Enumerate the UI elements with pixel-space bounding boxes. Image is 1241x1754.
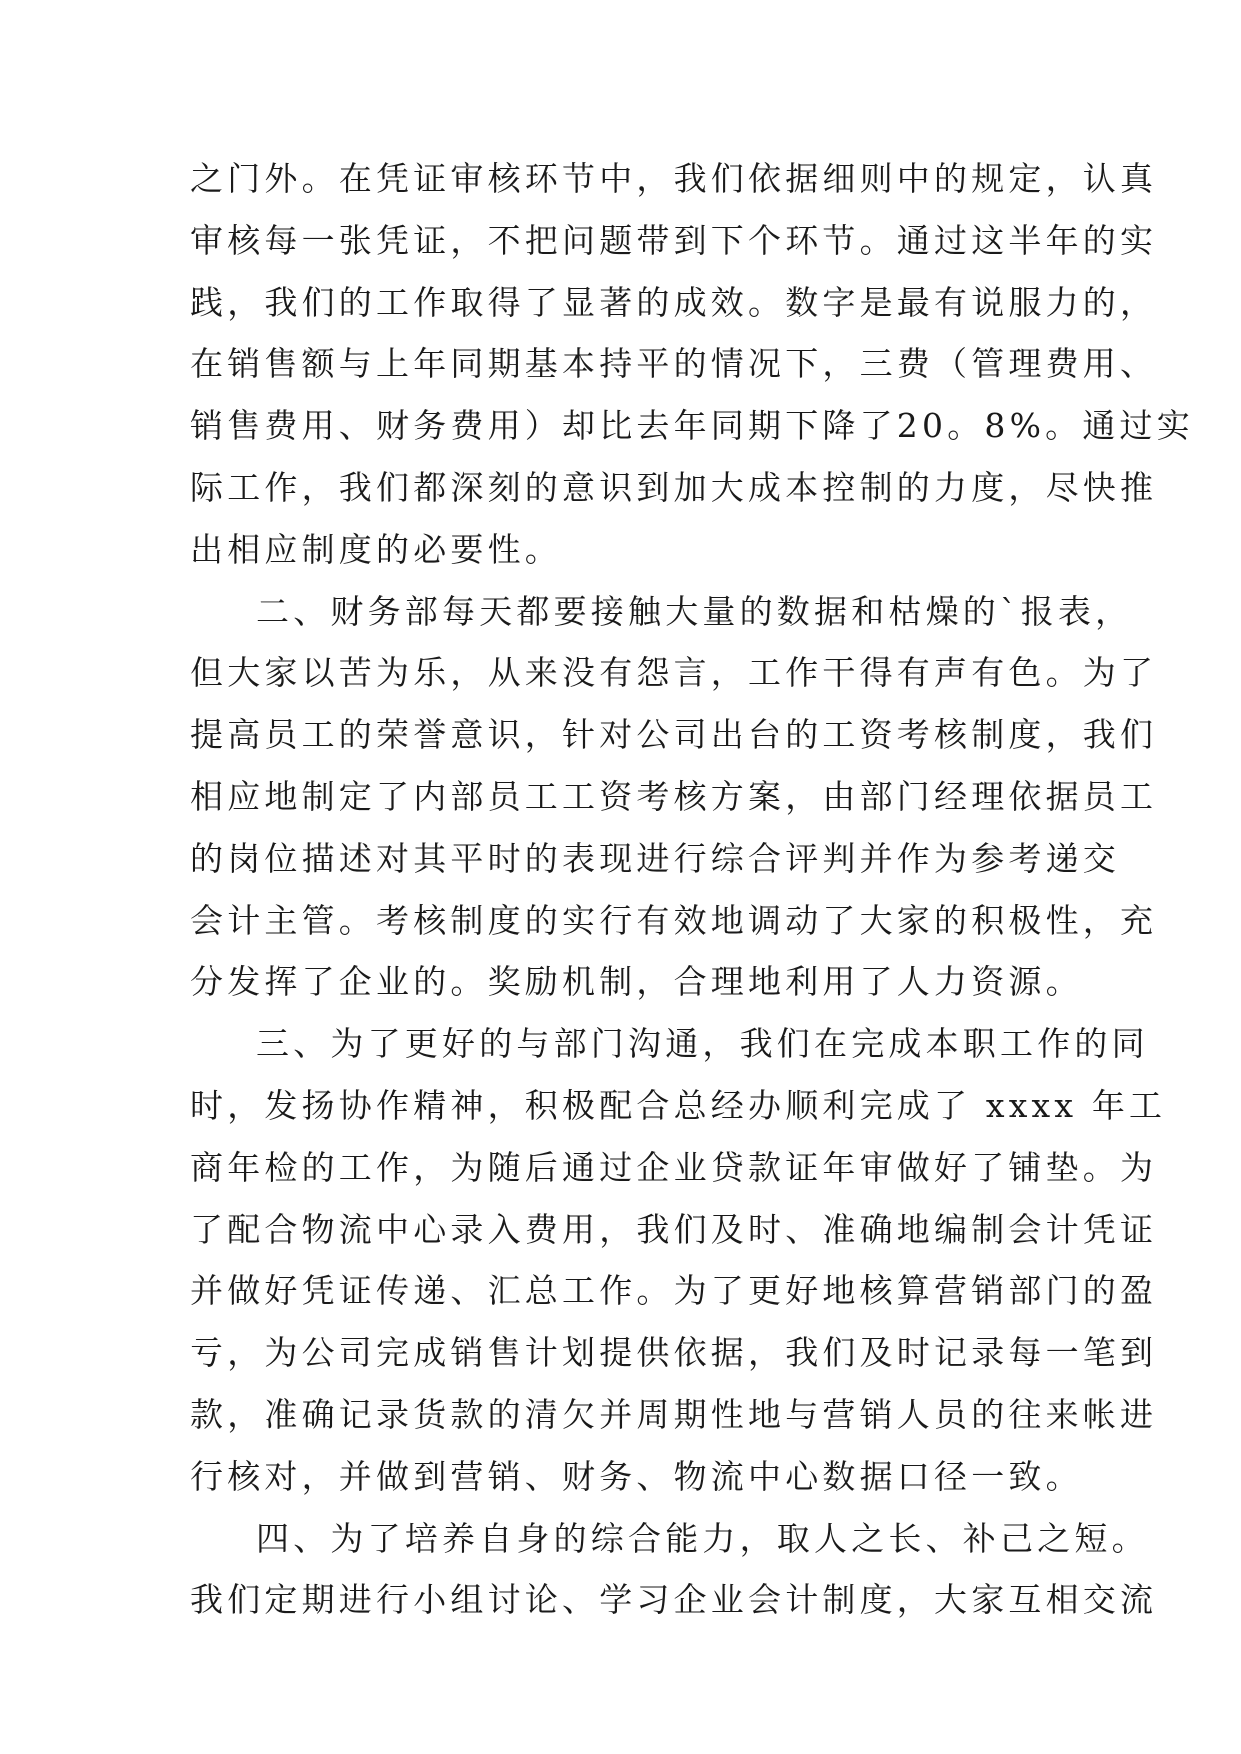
text-line: 审核每一张凭证，不把问题带到下个环节。通过这半年的实	[190, 220, 1158, 260]
text-line: 会计主管。考核制度的实行有效地调动了大家的积极性，充	[190, 900, 1158, 940]
paragraph-first-line: 三、为了更好的与部门沟通，我们在完成本职工作的同	[256, 1024, 1149, 1064]
text-line: 并做好凭证传递、汇总工作。为了更好地核算营销部门的盈	[190, 1271, 1158, 1311]
text-line: 际工作，我们都深刻的意识到加大成本控制的力度，尽快推	[190, 467, 1158, 507]
text-line: 销售费用、财务费用）却比去年同期下降了20。8%。通过实	[190, 406, 1194, 446]
body-text	[190, 148, 1194, 1631]
text-line: 提高员工的荣誉意识，针对公司出台的工资考核制度，我们	[190, 715, 1158, 755]
text-line: 我们定期进行小组讨论、学习企业会计制度，大家互相交流	[190, 1580, 1158, 1620]
text-line: 时，发扬协作精神，积极配合总经办顺利完成了 xxxx 年工	[190, 1085, 1167, 1125]
paragraph-first-line: 二、财务部每天都要接触大量的数据和枯燥的`报表，	[256, 591, 1133, 631]
text-line: 款，准确记录货款的清欠并周期性地与营销人员的往来帐进	[190, 1394, 1158, 1434]
text-line: 践，我们的工作取得了显著的成效。数字是最有说服力的，	[190, 282, 1158, 322]
text-line: 在销售额与上年同期基本持平的情况下，三费（管理费用、	[190, 344, 1158, 384]
text-line: 相应地制定了内部员工工资考核方案，由部门经理依据员工	[190, 776, 1158, 816]
text-line: 之门外。在凭证审核环节中，我们依据细则中的规定，认真	[190, 159, 1158, 198]
text-line: 亏，为公司完成销售计划提供依据，我们及时记录每一笔到	[190, 1333, 1158, 1373]
text-line: 分发挥了企业的。奖励机制，合理地利用了人力资源。	[190, 962, 1083, 1002]
text-line: 了配合物流中心录入费用，我们及时、准确地编制会计凭证	[190, 1209, 1158, 1249]
paragraph-first-line: 四、为了培养自身的综合能力，取人之长、补己之短。	[256, 1518, 1149, 1558]
text-line: 但大家以苦为乐，从来没有怨言，工作干得有声有色。为了	[190, 653, 1158, 693]
text-line: 的岗位描述对其平时的表现进行综合评判并作为参考递交	[190, 838, 1120, 878]
text-line: 商年检的工作，为随后通过企业贷款证年审做好了铺垫。为	[190, 1147, 1158, 1187]
text-line: 出相应制度的必要性。	[190, 529, 562, 569]
text-line: 行核对，并做到营销、财务、物流中心数据口径一致。	[190, 1456, 1083, 1496]
